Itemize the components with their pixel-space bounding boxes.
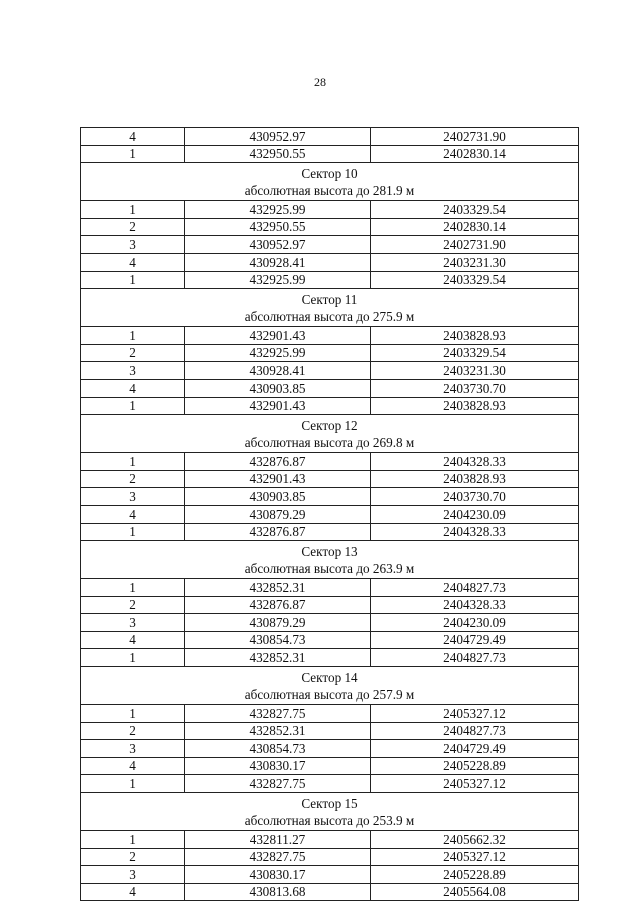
x-coordinate-cell: 432925.99 xyxy=(185,201,371,219)
x-coordinate-cell: 430903.85 xyxy=(185,379,371,397)
x-coordinate-cell: 432876.87 xyxy=(185,453,371,471)
y-coordinate-cell: 2404729.49 xyxy=(371,740,579,758)
table-row xyxy=(81,253,579,271)
table-row xyxy=(81,848,579,866)
point-number-cell: 1 xyxy=(81,831,185,849)
sector-title: Сектор 15 xyxy=(301,795,358,811)
sector-header xyxy=(81,793,579,831)
sector-height-label: абсолютная высота до 263.9 м xyxy=(244,560,415,576)
table-row xyxy=(81,327,579,345)
y-coordinate-cell: 2404230.09 xyxy=(371,614,579,632)
x-coordinate-cell: 432901.43 xyxy=(185,470,371,488)
point-number-cell: 1 xyxy=(81,271,185,289)
y-coordinate-cell: 2405228.89 xyxy=(371,757,579,775)
x-coordinate-cell: 430952.97 xyxy=(185,128,371,146)
point-number-cell: 3 xyxy=(81,614,185,632)
y-coordinate-cell: 2403730.70 xyxy=(371,488,579,506)
y-coordinate-cell: 2405564.08 xyxy=(371,883,579,901)
y-coordinate-cell: 2405327.12 xyxy=(371,848,579,866)
x-coordinate-cell: 432811.27 xyxy=(185,831,371,849)
y-coordinate-cell: 2403828.93 xyxy=(371,327,579,345)
sector-title: Сектор 13 xyxy=(301,543,358,559)
table-row xyxy=(81,883,579,901)
point-number-cell: 1 xyxy=(81,453,185,471)
table-row xyxy=(81,362,579,380)
point-number-cell: 1 xyxy=(81,523,185,541)
sector-title: Сектор 10 xyxy=(301,165,358,181)
point-number-cell: 4 xyxy=(81,379,185,397)
y-coordinate-cell: 2405327.12 xyxy=(371,775,579,793)
sector-header-row xyxy=(81,541,579,579)
x-coordinate-cell: 432827.75 xyxy=(185,775,371,793)
y-coordinate-cell: 2403329.54 xyxy=(371,201,579,219)
table-row xyxy=(81,397,579,415)
point-number-cell: 2 xyxy=(81,470,185,488)
sector-header-row xyxy=(81,793,579,831)
point-number-cell: 4 xyxy=(81,883,185,901)
x-coordinate-cell: 432852.31 xyxy=(185,649,371,667)
x-coordinate-cell: 432950.55 xyxy=(185,145,371,163)
point-number-cell: 3 xyxy=(81,866,185,884)
y-coordinate-cell: 2402830.14 xyxy=(371,218,579,236)
y-coordinate-cell: 2402830.14 xyxy=(371,145,579,163)
point-number-cell: 1 xyxy=(81,775,185,793)
x-coordinate-cell: 432876.87 xyxy=(185,596,371,614)
point-number-cell: 3 xyxy=(81,236,185,254)
table-row xyxy=(81,128,579,146)
x-coordinate-cell: 430830.17 xyxy=(185,866,371,884)
x-coordinate-cell: 430928.41 xyxy=(185,362,371,380)
point-number-cell: 1 xyxy=(81,649,185,667)
y-coordinate-cell: 2403329.54 xyxy=(371,271,579,289)
point-number-cell: 1 xyxy=(81,397,185,415)
point-number-cell: 3 xyxy=(81,488,185,506)
point-number-cell: 4 xyxy=(81,757,185,775)
table-row xyxy=(81,344,579,362)
y-coordinate-cell: 2405662.32 xyxy=(371,831,579,849)
point-number-cell: 2 xyxy=(81,218,185,236)
y-coordinate-cell: 2404328.33 xyxy=(371,596,579,614)
table-row xyxy=(81,740,579,758)
sector-header-row xyxy=(81,667,579,705)
x-coordinate-cell: 430854.73 xyxy=(185,740,371,758)
sector-header xyxy=(81,415,579,453)
point-number-cell: 1 xyxy=(81,579,185,597)
x-coordinate-cell: 432827.75 xyxy=(185,848,371,866)
x-coordinate-cell: 430928.41 xyxy=(185,253,371,271)
sector-header-row xyxy=(81,163,579,201)
x-coordinate-cell: 430813.68 xyxy=(185,883,371,901)
point-number-cell: 2 xyxy=(81,848,185,866)
sector-height-label: абсолютная высота до 257.9 м xyxy=(244,686,415,702)
sector-header xyxy=(81,541,579,579)
table-row xyxy=(81,470,579,488)
table-row xyxy=(81,201,579,219)
x-coordinate-cell: 432925.99 xyxy=(185,271,371,289)
point-number-cell: 3 xyxy=(81,740,185,758)
y-coordinate-cell: 2405228.89 xyxy=(371,866,579,884)
y-coordinate-cell: 2403828.93 xyxy=(371,397,579,415)
y-coordinate-cell: 2403730.70 xyxy=(371,379,579,397)
table-row xyxy=(81,271,579,289)
x-coordinate-cell: 432950.55 xyxy=(185,218,371,236)
table-row xyxy=(81,649,579,667)
x-coordinate-cell: 432876.87 xyxy=(185,523,371,541)
x-coordinate-cell: 430879.29 xyxy=(185,614,371,632)
x-coordinate-cell: 430830.17 xyxy=(185,757,371,775)
table-row xyxy=(81,453,579,471)
sector-title: Сектор 14 xyxy=(301,669,358,685)
sector-height-label: абсолютная высота до 253.9 м xyxy=(244,812,415,828)
point-number-cell: 4 xyxy=(81,128,185,146)
y-coordinate-cell: 2404827.73 xyxy=(371,722,579,740)
y-coordinate-cell: 2404729.49 xyxy=(371,631,579,649)
y-coordinate-cell: 2402731.90 xyxy=(371,128,579,146)
point-number-cell: 2 xyxy=(81,722,185,740)
x-coordinate-cell: 430952.97 xyxy=(185,236,371,254)
y-coordinate-cell: 2402731.90 xyxy=(371,236,579,254)
table-row xyxy=(81,218,579,236)
sector-height-label: абсолютная высота до 275.9 м xyxy=(244,308,415,324)
table-row xyxy=(81,866,579,884)
sector-height-label: абсолютная высота до 281.9 м xyxy=(244,182,415,198)
y-coordinate-cell: 2405327.12 xyxy=(371,705,579,723)
point-number-cell: 1 xyxy=(81,705,185,723)
table-row xyxy=(81,236,579,254)
sector-header xyxy=(81,667,579,705)
table-row xyxy=(81,379,579,397)
table-row xyxy=(81,722,579,740)
x-coordinate-cell: 432852.31 xyxy=(185,579,371,597)
point-number-cell: 2 xyxy=(81,596,185,614)
point-number-cell: 1 xyxy=(81,327,185,345)
table-row xyxy=(81,631,579,649)
x-coordinate-cell: 432901.43 xyxy=(185,327,371,345)
point-number-cell: 1 xyxy=(81,145,185,163)
table-row xyxy=(81,579,579,597)
x-coordinate-cell: 430903.85 xyxy=(185,488,371,506)
y-coordinate-cell: 2404328.33 xyxy=(371,523,579,541)
y-coordinate-cell: 2403828.93 xyxy=(371,470,579,488)
y-coordinate-cell: 2403231.30 xyxy=(371,362,579,380)
point-number-cell: 4 xyxy=(81,253,185,271)
table-row xyxy=(81,775,579,793)
coordinates-table-body xyxy=(81,128,579,901)
x-coordinate-cell: 432852.31 xyxy=(185,722,371,740)
x-coordinate-cell: 430854.73 xyxy=(185,631,371,649)
sector-height-label: абсолютная высота до 269.8 м xyxy=(244,434,415,450)
y-coordinate-cell: 2404827.73 xyxy=(371,649,579,667)
sector-title: Сектор 11 xyxy=(301,291,358,307)
y-coordinate-cell: 2403231.30 xyxy=(371,253,579,271)
x-coordinate-cell: 430879.29 xyxy=(185,505,371,523)
table-row xyxy=(81,596,579,614)
point-number-cell: 1 xyxy=(81,201,185,219)
table-row xyxy=(81,523,579,541)
point-number-cell: 4 xyxy=(81,631,185,649)
table-row xyxy=(81,705,579,723)
point-number-cell: 3 xyxy=(81,362,185,380)
y-coordinate-cell: 2404827.73 xyxy=(371,579,579,597)
sector-header-row xyxy=(81,415,579,453)
table-row xyxy=(81,145,579,163)
x-coordinate-cell: 432925.99 xyxy=(185,344,371,362)
coordinates-table xyxy=(80,127,579,901)
point-number-cell: 2 xyxy=(81,344,185,362)
y-coordinate-cell: 2404328.33 xyxy=(371,453,579,471)
sector-title: Сектор 12 xyxy=(301,417,358,433)
table-row xyxy=(81,488,579,506)
page-number: 28 xyxy=(314,75,326,89)
sector-header xyxy=(81,163,579,201)
x-coordinate-cell: 432901.43 xyxy=(185,397,371,415)
table-row xyxy=(81,614,579,632)
sector-header xyxy=(81,289,579,327)
table-row xyxy=(81,757,579,775)
point-number-cell: 4 xyxy=(81,505,185,523)
x-coordinate-cell: 432827.75 xyxy=(185,705,371,723)
y-coordinate-cell: 2404230.09 xyxy=(371,505,579,523)
table-row xyxy=(81,831,579,849)
y-coordinate-cell: 2403329.54 xyxy=(371,344,579,362)
table-row xyxy=(81,505,579,523)
sector-header-row xyxy=(81,289,579,327)
